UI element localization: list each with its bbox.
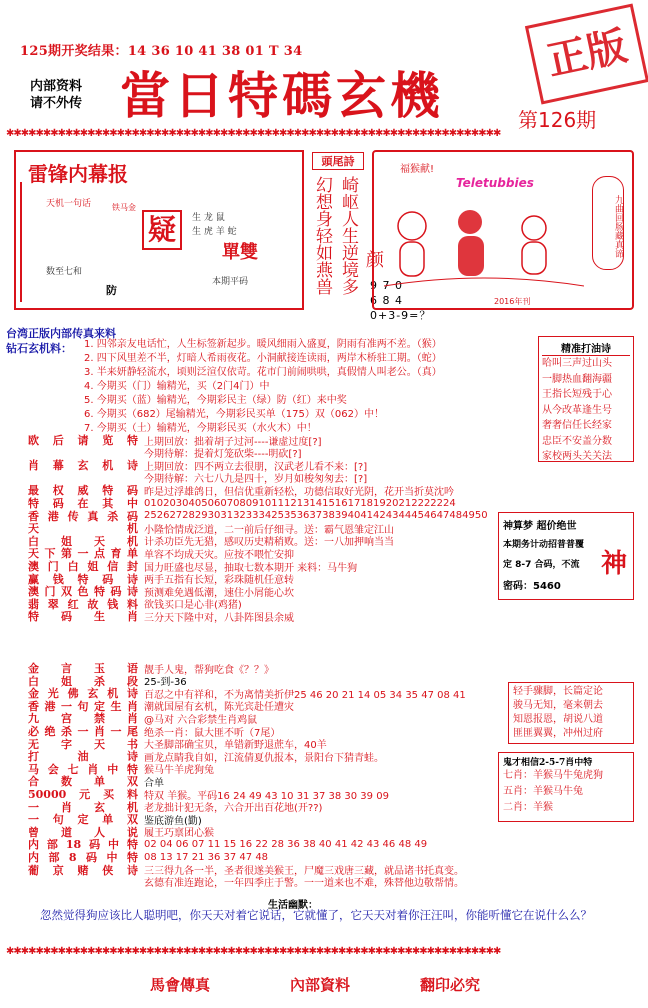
idiom-line: 匪匪翼翼，冲州过府 — [513, 728, 603, 739]
row-label: 葡京赌侠诗 — [28, 863, 138, 877]
list-item: 1. 四邻亲友电话忙，人生标签新起步。暖风细雨入盛夏，阴雨有准两不差。（猴） — [84, 339, 442, 350]
teletubbies-illustration — [384, 186, 584, 296]
god-calc-line2: 定 8-7 合码，不流 — [503, 560, 580, 570]
footer-right: 翻印必究 — [420, 976, 481, 994]
god-calc-box — [498, 512, 634, 600]
row-value: 上期回放：四不两立去很朋，汉武老儿看不来：[?] — [144, 461, 368, 473]
row-value: 昨是过浮雄鸽日，但信优重新轻松，功德信取好光阴，花开当折莫沈吟 — [144, 486, 454, 498]
row-value: 三分天下隆中对，八卦阵图县余威 — [144, 612, 294, 624]
cartoon-figure-3 — [522, 216, 546, 240]
row-value: 靓手人鬼，帮狗吃食《？？》 — [144, 664, 274, 676]
row-value: 预测难免遇低潮，速住小屑能心坎 — [144, 587, 294, 599]
footer-center: 內部資料 — [290, 976, 351, 994]
idiom-box — [508, 682, 634, 744]
row-label: 白姐天机 — [28, 534, 138, 548]
god-calc-line1: 本期务计动招普普覆 — [503, 540, 585, 550]
official-stamp: 正版 — [525, 3, 648, 104]
row-label: 内部18码中特 — [28, 838, 138, 852]
idiom-lines — [513, 685, 629, 741]
row-label: 白姐杀段 — [28, 674, 138, 688]
poem-note: 颜 — [366, 250, 384, 271]
row-label: 内部8码中特 — [28, 851, 138, 864]
row-value: 合单 — [144, 777, 164, 789]
panel-bottom3: 防 — [106, 284, 117, 297]
list-item: 3. 半来妍静轻流水，顷则泛渲仅依苛。花市门前闹哄哄，真假情人叫老公。（真） — [84, 367, 442, 378]
row-value: 0102030405060708091011121314151617181920212222224 — [144, 497, 456, 509]
row-label: 最权威特码 — [28, 484, 138, 498]
row-value: 猴马牛羊虎狗兔 — [144, 765, 214, 777]
row-value: 老龙拙计犯无条，六合开出百花地(开??) — [144, 803, 323, 815]
row-label: 合数单双 — [28, 775, 138, 789]
row-label: 澳门白姐信封 — [28, 560, 138, 573]
doubt-char: 疑 — [142, 210, 182, 250]
row-value: 小隆恰情成泛道，二一前后仔细寻。送：霸气恩雏定江山 — [144, 524, 394, 536]
doggerel-lines — [542, 356, 630, 465]
footer-left: 馬會傳真 — [150, 976, 211, 994]
poem-col-1: 幻想身轻如燕兽 — [312, 176, 332, 295]
row-label: 一肖玄机 — [28, 800, 138, 814]
row-value: 单容不均成天灾。应按不喂忙安抑 — [144, 549, 294, 561]
zodiac-line: 二肖：羊猴 — [503, 802, 553, 813]
idiom-line: 骏马无知，毫来朝去 — [513, 700, 603, 711]
humor-title: 生活幽默： — [268, 900, 318, 911]
cartoon-hill — [384, 278, 584, 286]
lei-feng-panel — [14, 150, 304, 310]
row-label: 澳门双色特码诗 — [28, 585, 138, 599]
doggerel-line: 王指长短残于心 — [542, 389, 612, 400]
row-label: 特码在其中 — [28, 497, 138, 510]
row-value: 百忍之中有祥和，不为离情美折伊25 46 20 21 14 05 34 35 47 08 41 — [144, 689, 466, 701]
info-row — [28, 874, 508, 889]
panel-title: 雷锋内幕报 — [28, 162, 128, 186]
row-label: 特码生肖 — [28, 610, 138, 624]
doggerel-box — [538, 336, 634, 462]
rows-block-1 — [28, 432, 498, 622]
numbered-list — [84, 338, 534, 436]
star-divider-bottom: ✱✱✱✱✱✱✱✱✱✱✱✱✱✱✱✱✱✱✱✱✱✱✱✱✱✱✱✱✱✱✱✱✱✱✱✱✱✱✱✱✱✱✱✱✱✱✱✱✱✱✱✱✱✱✱✱✱✱✱✱✱✱✱✱✱✱✱ — [6, 946, 501, 957]
panel-bottom1: 数至七和 — [46, 267, 83, 277]
row-label: 打油诗 — [28, 750, 138, 764]
doggerel-line: 忠臣不安盖分数 — [542, 435, 612, 447]
panel-sub2: 铁马金 — [112, 203, 136, 212]
notice-line-2: 请不外传 — [30, 96, 83, 111]
section-head-1: 台湾正版内部传真来料 — [6, 327, 116, 340]
row-value: 三三得九各一半，圣者很遂美猴王，尸魔三戏唐三藏，就品诸书托真变。 — [144, 866, 464, 878]
row-label: 天机 — [28, 522, 138, 536]
row-label: 天下第一点育单 — [28, 547, 138, 561]
god-calc-title: 神算梦 超价绝世 — [503, 521, 577, 532]
list-item: 4. 今期买（门）输精光，买（2门4门）中 — [84, 381, 270, 392]
god-calc-code: 密码：5460 — [503, 581, 561, 592]
panel-small1: 生 龙 鼠 — [192, 213, 225, 223]
issue-number: 第126期 — [518, 108, 597, 132]
header-notice — [30, 78, 82, 112]
cartoon-figure-1-body — [400, 242, 424, 276]
poem-formula: 0+3-9=？ — [370, 309, 432, 322]
cartoon-side-note: 九曲回肠藏真谛 — [592, 176, 624, 270]
poem-title: 頭尾詩 — [312, 152, 364, 170]
poem-nums-1: 9 7 0 — [370, 279, 403, 292]
row-label: 50000元买料 — [28, 788, 138, 801]
zodiac-lines — [503, 768, 629, 816]
panel-sub1: 天机一句话 — [46, 199, 92, 209]
doggerel-title: 精准打油诗 — [542, 340, 630, 356]
god-char: 神 — [601, 549, 628, 579]
row-value: 鉴底游鱼(勤) — [144, 815, 202, 827]
cartoon-figure-3-body — [522, 242, 546, 274]
row-label: 金光佛玄机诗 — [28, 687, 138, 701]
row-value: 潮就国屋有玄机，陈光宾赴任遭灾 — [144, 702, 294, 714]
section-head-2: 钻石玄机料： — [6, 342, 72, 355]
cartoon-figure-2 — [458, 210, 482, 234]
row-label: 曾道人说 — [28, 825, 138, 839]
row-label: 马会七肖中特 — [28, 762, 138, 776]
zodiac-line: 五肖：羊猴马牛兔 — [503, 786, 583, 797]
row-value: 国力旺盛也尽显，抽取七数本期开 来料：马牛狗 — [144, 562, 358, 574]
panel-small2: 生 虎 羊 蛇 — [192, 227, 237, 237]
zodiac-title: 鬼才相信2-5-7肖中特 — [503, 758, 593, 768]
row-label: 欧后请览特 — [28, 434, 138, 447]
odd-even-label: 單雙 — [222, 242, 258, 263]
doggerel-line: 家校两头关关法 — [542, 451, 612, 462]
last-draw-result: 125期开奖结果：14 36 10 41 38 01 T 34 — [20, 44, 303, 59]
row-value: 画龙点睛我自如，江流倩夏仇报本，景阳台下猜青蛙。 — [144, 752, 384, 764]
list-item: 7. 今期买（土）输精光，今期彩民买（水火木）中！ — [84, 423, 317, 434]
doggerel-line: 奢奢信任长经家 — [542, 420, 612, 431]
row-value: 计杀功臣先无猎，感叹历史精稍败。送：一八加押响当当 — [144, 537, 394, 549]
row-value: 欲钱买口是心非(鸡猪) — [144, 600, 242, 612]
poem-block — [308, 150, 368, 310]
row-label: 九宫禁肖 — [28, 712, 138, 726]
cartoon-figure-2-body — [458, 236, 484, 276]
row-label: 香港一句定生肖 — [28, 699, 138, 713]
row-value: 履王巧禀团心猴 — [144, 828, 214, 840]
row-value: 玄德有准连跑论，一年四季庄于警。一一道来也不难，殊替他边敬帮情。 — [144, 878, 464, 890]
info-row — [28, 608, 498, 624]
cartoon-panel — [372, 150, 634, 310]
teletubbies-logo: Teletubbies — [456, 176, 534, 190]
list-item: 6. 今期买（682）尾输精光，今期彩民买单（175）双（062）中！ — [84, 409, 384, 420]
poem-nums-2: 6 8 4 — [370, 294, 403, 307]
panel-bottom2: 本期平码 — [212, 277, 249, 287]
row-value: 大圣脚部确宝贝，单错新野退蔗车，40羊 — [144, 740, 327, 752]
cartoon-footer: 2016年刊 — [494, 297, 531, 306]
row-label: 翡翠红故钱料 — [28, 597, 138, 611]
row-label: 肖幕玄机诗 — [28, 459, 138, 473]
zodiac-line: 七肖：羊猴马牛兔虎狗 — [503, 770, 603, 781]
row-label: 无字天书 — [28, 737, 138, 751]
row-label: 必绝杀一肖一尾 — [28, 725, 138, 738]
row-value: 25-到-36 — [144, 677, 187, 689]
row-value: 今期待解：提着灯笼砍柴----明砍[?] — [144, 448, 302, 460]
zodiac-box — [498, 752, 634, 822]
list-item: 5. 今期买（蓝）输精光，今期彩民主（绿）防（红）来中奖 — [84, 395, 347, 406]
humor-text: 忽然觉得狗应该比人聪明吧，你天天对着它说话，它就懂了，它天天对着你汪汪叫，你能听懂它在说什么么？ — [40, 908, 592, 922]
star-divider: ✱✱✱✱✱✱✱✱✱✱✱✱✱✱✱✱✱✱✱✱✱✱✱✱✱✱✱✱✱✱✱✱✱✱✱✱✱✱✱✱✱✱✱✱✱✱✱✱✱✱✱✱✱✱✱✱✱✱✱✱✱✱✱✱✱✱✱ — [6, 128, 501, 139]
page-title: 當日特碼玄機 — [120, 66, 444, 125]
list-item: 2. 四下风里差不半，灯暗人希雨夜花。小洞献接连读雨，两岸木桥驻工期。（蛇） — [84, 353, 442, 364]
poem-col-2: 崎岖人生逆境多 — [338, 176, 358, 295]
notice-line-1: 内部资料 — [30, 79, 83, 94]
doggerel-line: 从今改革逢生号 — [542, 404, 612, 416]
row-value: 今期待解：六七八九是四十，岁月如梭匆匆去：[?] — [144, 473, 368, 485]
doggerel-line: 一脚热血翻海疆 — [542, 373, 612, 385]
idiom-line: 轻手骤脚，长篇定论 — [513, 686, 603, 697]
row-label: 金言玉语 — [28, 662, 138, 675]
rows-block-2 — [28, 660, 508, 892]
doggerel-line: 哈叫三声过山头 — [542, 358, 612, 369]
idiom-line: 知恩报恩，胡说八道 — [513, 714, 603, 725]
cartoon-figure-1 — [398, 212, 426, 240]
row-value: 特双 羊猴。平码16 24 49 43 10 31 37 38 30 39 09 — [144, 790, 389, 802]
panel-rule — [20, 182, 28, 302]
cartoon-greeting: 福猴献! — [400, 164, 435, 175]
row-value: 02 04 06 07 11 15 16 22 28 36 38 40 41 42 43 46 48 49 — [144, 838, 428, 850]
row-value: 上期回放：拙着胡子过河----谦虚过度[?] — [144, 436, 322, 448]
row-value: 252627282930313233342535363738394041424344454647484950 — [144, 510, 488, 522]
row-label: 香港传真杀码 — [28, 509, 138, 523]
row-value: 两手五指有长短，彩珠随机任意转 — [144, 575, 294, 587]
row-value: 08 13 17 21 36 37 47 48 — [144, 851, 269, 863]
row-label: 一句定单双 — [28, 813, 138, 827]
row-label: 赢钱特码诗 — [28, 572, 138, 586]
row-value: @马对 六合彩禁生肖鸡鼠 — [144, 714, 258, 726]
row-value: 绝杀一肖：鼠大匪不听（7尾） — [144, 727, 281, 739]
